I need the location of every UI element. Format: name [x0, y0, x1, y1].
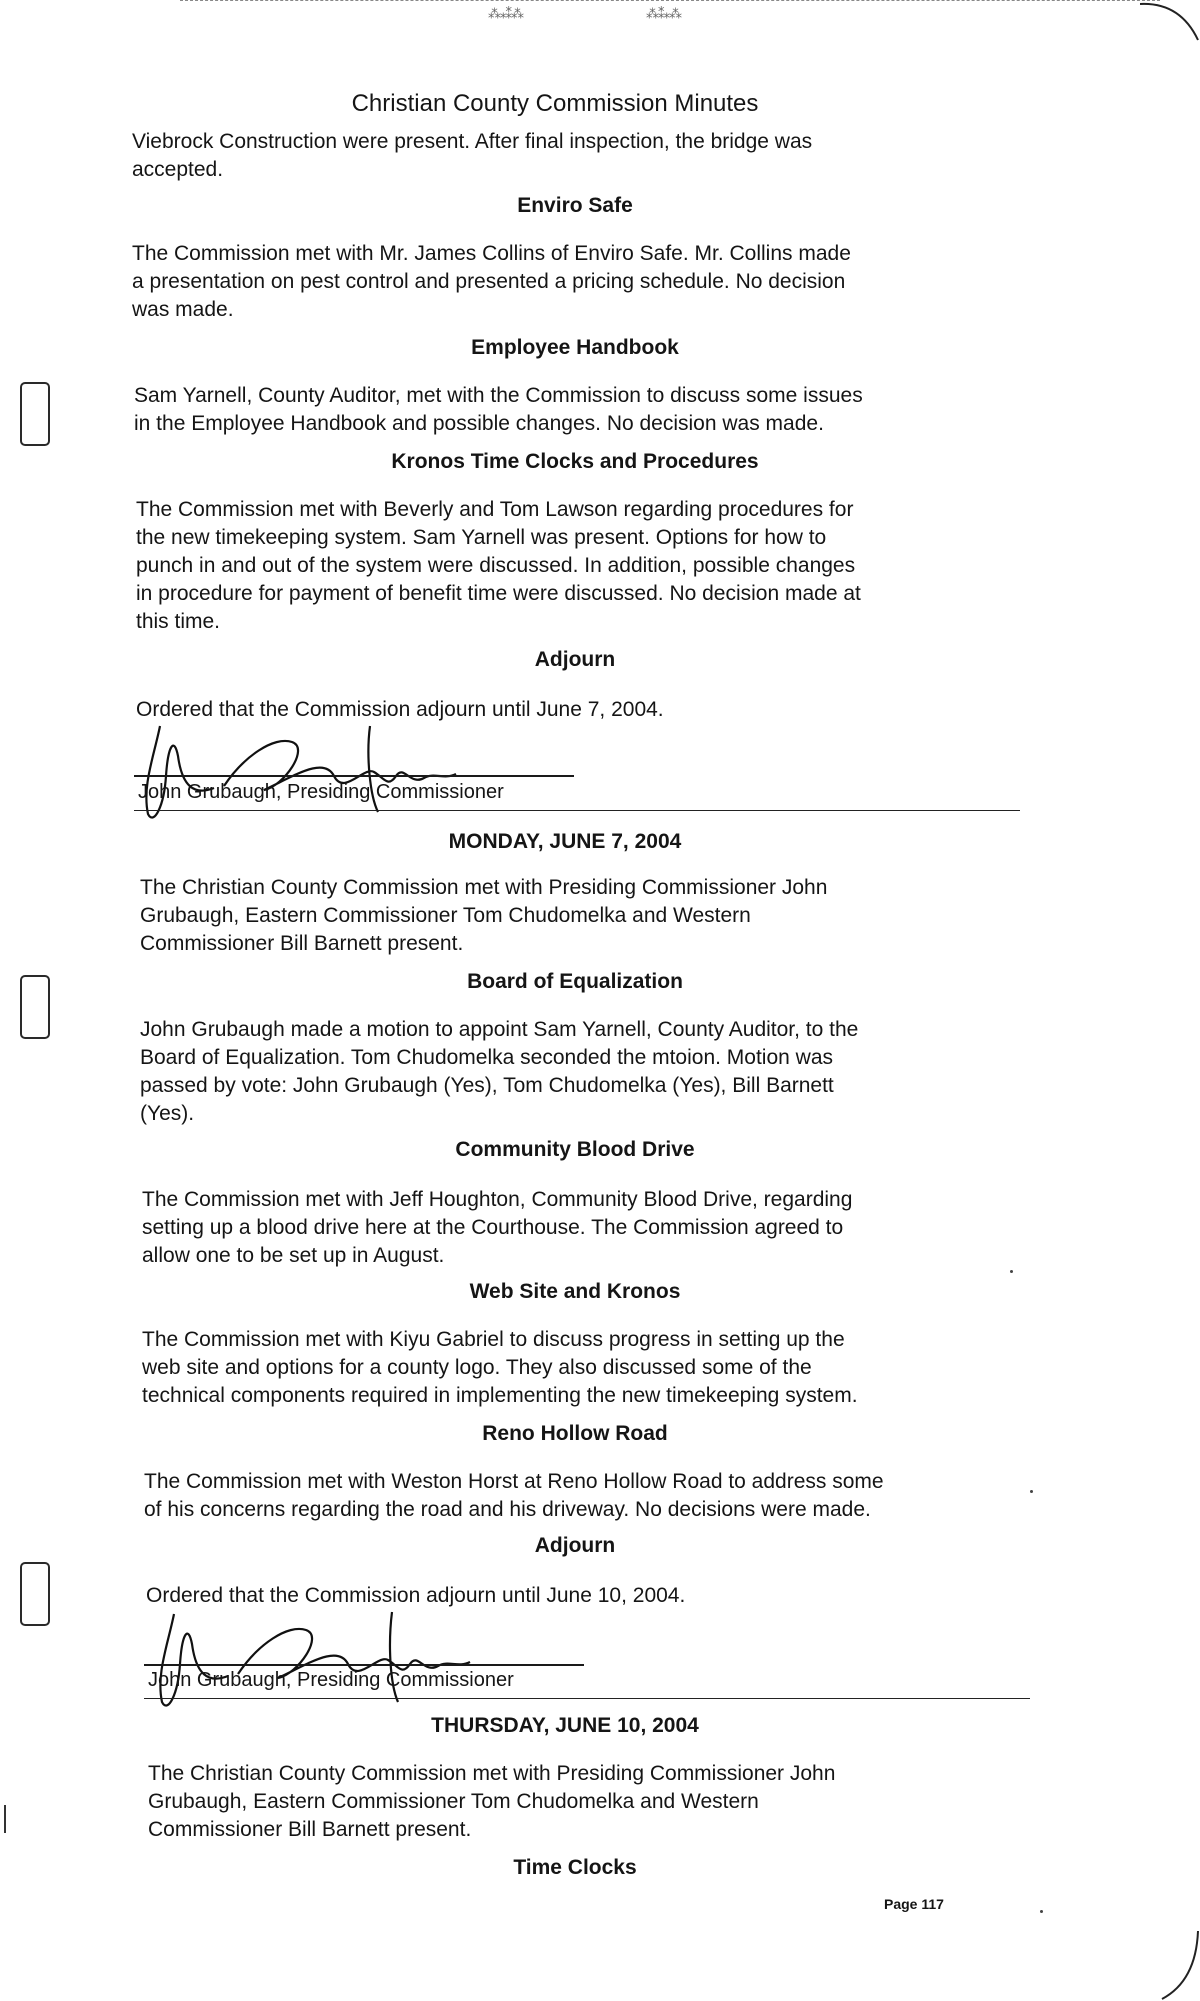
date-heading-thursday: THURSDAY, JUNE 10, 2004 — [431, 1714, 699, 1737]
date-heading-monday: MONDAY, JUNE 7, 2004 — [448, 830, 682, 853]
thursday-attendance-paragraph: The Christian County Commission met with Presiding Commissioner John Grubaugh, Eastern Commissioner Tom Chudomelka and Western Commissioner Bill Barnett present. — [148, 1762, 836, 1841]
heading-kronos-time-clocks: Kronos Time Clocks and Procedures — [391, 450, 759, 473]
enviro-safe-paragraph: The Commission met with Mr. James Collins of Enviro Safe. Mr. Collins made a presentation on pest control and presented a pricing schedule. No decision was made. — [132, 242, 851, 321]
punch-hole — [20, 382, 50, 446]
smudge-mark: ⁂⁑⁎⁂ — [646, 6, 681, 21]
edge-mark — [4, 1805, 6, 1833]
smudge-mark: ⁂⁎⁑⁂ — [488, 6, 523, 21]
heading-board-of-equalization: Board of Equalization — [467, 970, 683, 993]
page-corner-curve — [1140, 0, 1200, 60]
adjourn-order: Ordered that the Commission adjourn until June 10, 2004. — [146, 1584, 686, 1607]
intro-paragraph: Viebrock Construction were present. After final inspection, the bridge was accepted. — [132, 130, 813, 181]
heading-time-clocks: Time Clocks — [513, 1856, 637, 1879]
heading-web-site-kronos: Web Site and Kronos — [469, 1280, 681, 1303]
signature-line — [144, 1664, 584, 1666]
board-of-equalization-paragraph: John Grubaugh made a motion to appoint Sam Yarnell, County Auditor, to the Board of Equalization. Tom Chudomelka seconded the mtoion. Motion was passed by vote: John Grubaugh (Yes), Tom Chudomelka (Yes), Bill Barnett (Yes). — [140, 1018, 859, 1125]
heading-community-blood-drive: Community Blood Drive — [455, 1138, 695, 1161]
stray-mark — [1030, 1490, 1033, 1493]
stray-mark — [1010, 1270, 1013, 1273]
signatory-name: John Grubaugh, Presiding Commissioner — [138, 781, 504, 803]
page-number: Page 117 — [884, 1896, 944, 1912]
stray-mark — [1040, 1910, 1043, 1913]
heading-employee-handbook: Employee Handbook — [471, 336, 679, 359]
signatory-name: John Grubaugh, Presiding Commissioner — [148, 1669, 514, 1691]
section-divider — [144, 1698, 1030, 1699]
employee-handbook-paragraph: Sam Yarnell, County Auditor, met with the Commission to discuss some issues in the Employee Handbook and possible changes. No decision was made. — [134, 384, 863, 435]
blood-drive-paragraph: The Commission met with Jeff Houghton, Community Blood Drive, regarding setting up a blood drive here at the Courthouse. The Commission agreed to allow one to be set up in August. — [142, 1188, 853, 1267]
heading-reno-hollow-road: Reno Hollow Road — [482, 1422, 668, 1445]
kronos-paragraph: The Commission met with Beverly and Tom Lawson regarding procedures for the new timekeeping system. Sam Yarnell was present. Options for how to punch in and out of the system were discussed. In addition, possible changes in procedure for payment of benefit time were discussed. No decision made at this time. — [136, 498, 861, 633]
heading-enviro-safe: Enviro Safe — [517, 194, 633, 217]
web-site-kronos-paragraph: The Commission met with Kiyu Gabriel to discuss progress in setting up the web site and options for a county logo. They also discussed some of the technical components required in implementing the new timekeeping system. — [142, 1328, 858, 1407]
scan-edge — [180, 0, 1160, 2]
page-title: Christian County Commission Minutes — [351, 90, 759, 118]
heading-adjourn: Adjourn — [534, 648, 616, 671]
section-divider — [134, 810, 1020, 811]
punch-hole — [20, 1562, 50, 1626]
heading-adjourn: Adjourn — [534, 1534, 616, 1557]
adjourn-order: Ordered that the Commission adjourn until June 7, 2004. — [136, 698, 664, 721]
signature-line — [134, 775, 574, 777]
monday-attendance-paragraph: The Christian County Commission met with Presiding Commissioner John Grubaugh, Eastern Commissioner Tom Chudomelka and Western Commissioner Bill Barnett present. — [140, 876, 828, 955]
page-corner-curve-bottom — [1160, 1931, 1200, 2001]
reno-hollow-road-paragraph: The Commission met with Weston Horst at Reno Hollow Road to address some of his concerns regarding the road and his driveway. No decisions were made. — [144, 1470, 884, 1521]
punch-hole — [20, 975, 50, 1039]
